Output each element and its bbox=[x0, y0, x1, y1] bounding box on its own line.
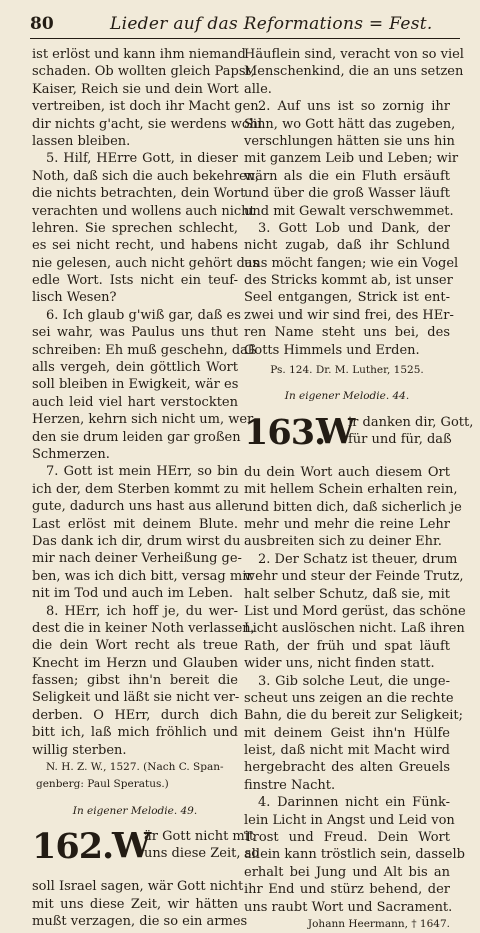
text-line: Knecht im Herzn und Glauben bbox=[32, 655, 238, 671]
text-line: 2. Auf uns ist so zornig ihr bbox=[258, 99, 450, 115]
hymn-first-line-a: ir danken dir, Gott, bbox=[348, 414, 474, 430]
text-line: Schmerzen. bbox=[32, 446, 110, 462]
page-header bbox=[30, 14, 460, 38]
text-line: und mit Gewalt verschwemmet. bbox=[244, 203, 454, 219]
text-line: zwei und wir sind frei, des HEr- bbox=[244, 307, 454, 323]
text-line: mit ganzem Leib und Leben; wir bbox=[244, 151, 459, 167]
text-line: Trost und Freud. Dein Wort bbox=[244, 830, 450, 846]
text-line: ausbreiten sich zu deiner Ehr. bbox=[244, 534, 442, 550]
text-line: Kaiser, Reich sie und dein Wort bbox=[32, 81, 239, 97]
author-attribution: Johann Heermann, † 1647. bbox=[307, 918, 450, 930]
verse-2 bbox=[244, 551, 466, 673]
text-line: wider uns, nicht finden statt. bbox=[244, 656, 435, 672]
text-line: List und Mord gerüst, das schöne bbox=[244, 603, 466, 619]
page-number: 80 bbox=[30, 14, 54, 34]
text-line: scheut uns zeigen an die rechte bbox=[244, 690, 454, 706]
hymn-number: 163. bbox=[244, 411, 326, 453]
text-line: Gotts Himmels und Erden. bbox=[244, 342, 420, 358]
text-line: dest die in keiner Noth verlassen, bbox=[32, 620, 255, 636]
text-line: mir nach deiner Verheißung ge- bbox=[32, 551, 242, 567]
text-line: mit uns diese Zeit, wir hätten bbox=[32, 896, 238, 912]
hymn-first-line-a: är Gott nicht mit bbox=[144, 829, 255, 845]
verse-3 bbox=[244, 673, 464, 795]
text-line: lehren. Sie sprechen schlecht, bbox=[32, 220, 238, 236]
text-line: leist, daß nicht mit Macht wird bbox=[244, 743, 450, 759]
text-line: uns raubt Wort und Sacrament. bbox=[244, 899, 453, 915]
text-line: wärn als die ein Fluth ersäuft bbox=[244, 168, 450, 184]
text-line: nie gelesen, auch nicht gehört das bbox=[32, 255, 260, 271]
text-line: 6. Ich glaub g'wiß gar, daß es bbox=[46, 307, 241, 323]
text-line: lein Licht in Angst und Leid von bbox=[244, 812, 455, 828]
psalm-attribution: Ps. 124. Dr. M. Luther, 1525. bbox=[270, 364, 424, 377]
text-line: verachten und wollens auch nicht bbox=[32, 203, 255, 219]
text-line: die dein Wort recht als treue bbox=[32, 638, 238, 654]
text-line: 3. Gib solche Leut, die unge- bbox=[258, 673, 450, 689]
verse-4 bbox=[244, 794, 465, 916]
text-line: und über die groß Wasser läuft bbox=[244, 186, 450, 202]
text-line: den sie drum leiden gar großen bbox=[32, 429, 241, 445]
text-line: 7. Gott ist mein HErr, so bin bbox=[46, 464, 238, 480]
text-line: Last erlöst mit deinem Blute. bbox=[32, 516, 238, 532]
text-line: mußt verzagen, die so ein armes bbox=[32, 914, 248, 930]
text-line: verschlungen hätten sie uns hin bbox=[244, 133, 455, 149]
text-line: alle. bbox=[244, 81, 272, 97]
verse-3 bbox=[244, 220, 459, 359]
text-line: Das dank ich dir, drum wirst du bbox=[32, 533, 241, 549]
drop-capital: W bbox=[112, 825, 152, 867]
text-line: mehr und mehr die reine Lehr bbox=[244, 517, 450, 533]
text-line: ist erlöst und kann ihm niemand bbox=[32, 47, 246, 62]
text-line: Häuflein sind, veracht von so viel bbox=[244, 47, 464, 62]
text-line: Seligkeit und läßt sie nicht ver- bbox=[32, 690, 240, 706]
text-line: sei wahr, was Paulus uns thut bbox=[32, 325, 238, 341]
text-line: soll Israel sagen, wär Gott nicht bbox=[32, 879, 244, 895]
text-line: Herzen, kehrn sich nicht um, wer- bbox=[32, 412, 258, 428]
text-line: wehr und steur der Feinde Trutz, bbox=[244, 569, 464, 585]
drop-capital: W bbox=[316, 410, 356, 452]
author-attribution-line-2: genberg: Paul Speratus.) bbox=[36, 778, 169, 791]
text-line: 3. Gott Lob und Dank, der bbox=[258, 220, 450, 236]
text-line: 5. Hilf, HErre Gott, in dieser bbox=[46, 151, 238, 167]
verse-6 bbox=[32, 307, 258, 464]
text-line: nit im Tod und auch im Leben. bbox=[32, 586, 234, 602]
text-line: nicht zugab, daß ihr Schlund bbox=[244, 238, 450, 254]
text-line: ich der, dem Sterben kommt zu bbox=[32, 481, 239, 497]
text-line: alls vergeh, dein göttlich Wort bbox=[32, 360, 238, 376]
text-line: Bahn, die du bereit zur Seligkeit; bbox=[244, 708, 464, 724]
hymn-162-opening bbox=[32, 825, 260, 878]
header-rule bbox=[30, 38, 460, 39]
text-line: ihr End und stürz behend, der bbox=[244, 882, 450, 898]
hymn-163-text bbox=[244, 464, 462, 551]
text-line: des Stricks kommt ab, ist unser bbox=[244, 273, 453, 289]
text-line: 8. HErr, ich hoff je, du wer- bbox=[46, 603, 238, 619]
text-line: edle Wort. Ists nicht ein teuf- bbox=[32, 273, 238, 289]
text-line: allein kann tröstlich sein, dasselb bbox=[244, 847, 465, 863]
text-line: 2. Der Schatz ist theuer, drum bbox=[258, 551, 458, 567]
text-line: Sinn, wo Gott hätt das zugeben, bbox=[244, 116, 456, 132]
text-line: ren Name steht uns bei, des bbox=[244, 325, 450, 341]
verse-continuation bbox=[244, 46, 464, 98]
right-column bbox=[244, 46, 474, 933]
text-line: gute, dadurch uns hast aus aller bbox=[32, 499, 246, 515]
text-line: lisch Wesen? bbox=[32, 290, 117, 306]
melody-note: In eigener Melodie. 49. bbox=[72, 804, 198, 817]
text-line: es sei nicht recht, und habens bbox=[32, 238, 238, 254]
running-title: Lieder auf das Reformations = Fest. bbox=[110, 14, 433, 34]
text-line: fassen; gibst ihn'n bereit die bbox=[32, 673, 238, 689]
text-line: Rath, der früh und spat läuft bbox=[244, 638, 450, 654]
text-line: halt selber Schutz, daß sie, mit bbox=[244, 586, 450, 602]
text-line: soll bleiben in Ewigkeit, wär es bbox=[32, 377, 239, 393]
text-line: schaden. Ob wollten gleich Papst, bbox=[32, 64, 255, 80]
author-attribution-line-1: N. H. Z. W., 1527. (Nach C. Span- bbox=[46, 761, 224, 774]
left-column bbox=[32, 46, 263, 930]
verse-2 bbox=[244, 98, 459, 220]
text-line: mit hellem Schein erhalten rein, bbox=[244, 482, 458, 498]
text-line: bitt ich, laß mich fröhlich und bbox=[32, 725, 238, 741]
text-line: willig sterben. bbox=[32, 742, 127, 758]
text-line: hergebracht des alten Greuels bbox=[244, 760, 450, 776]
text-line: und bitten dich, daß sicherlich je bbox=[244, 499, 462, 515]
hymn-163-opening bbox=[244, 410, 474, 464]
text-line: ben, was ich dich bitt, versag mir bbox=[32, 568, 253, 584]
text-line: Noth, daß sich die auch bekehren, bbox=[32, 168, 260, 184]
text-line: Seel entgangen, Strick ist ent- bbox=[244, 290, 450, 306]
text-line: dir nichts g'acht, sie werdens wohl bbox=[32, 116, 263, 132]
text-line: 4. Darinnen nicht ein Fünk- bbox=[258, 795, 450, 811]
text-line: lassen bleiben. bbox=[32, 133, 131, 149]
hymn-first-line-b: für und für, daß bbox=[348, 431, 452, 447]
text-line: uns möcht fangen; wie ein Vogel bbox=[244, 255, 459, 271]
text-line: erhalt bei Jung und Alt bis an bbox=[244, 864, 450, 880]
melody-note: In eigener Melodie. 44. bbox=[284, 390, 410, 403]
text-line: finstre Nacht. bbox=[244, 777, 336, 793]
hymn-162-text bbox=[32, 878, 248, 930]
text-line: mit deinem Geist ihn'n Hülfe bbox=[244, 725, 450, 741]
text-line: Licht auslöschen nicht. Laß ihren bbox=[244, 621, 465, 637]
verse-7 bbox=[32, 463, 253, 602]
hymn-first-line-b: uns diese Zeit, so bbox=[144, 846, 260, 862]
verse-8 bbox=[32, 603, 255, 760]
text-line: derben. O HErr, durch dich bbox=[32, 707, 238, 723]
text-line: Menschenkind, die an uns setzen bbox=[244, 64, 464, 80]
text-line: du dein Wort auch diesem Ort bbox=[244, 464, 450, 480]
hymn-number: 162. bbox=[32, 826, 114, 868]
text-line: auch leid viel hart verstockten bbox=[32, 394, 238, 410]
verse-5 bbox=[32, 150, 260, 307]
text-line: vertreiben, ist doch ihr Macht gen bbox=[32, 99, 259, 115]
text-line: schreiben: Eh muß geschehn, daß bbox=[32, 342, 257, 358]
text-line: die nichts betrachten, dein Wort bbox=[32, 186, 246, 202]
